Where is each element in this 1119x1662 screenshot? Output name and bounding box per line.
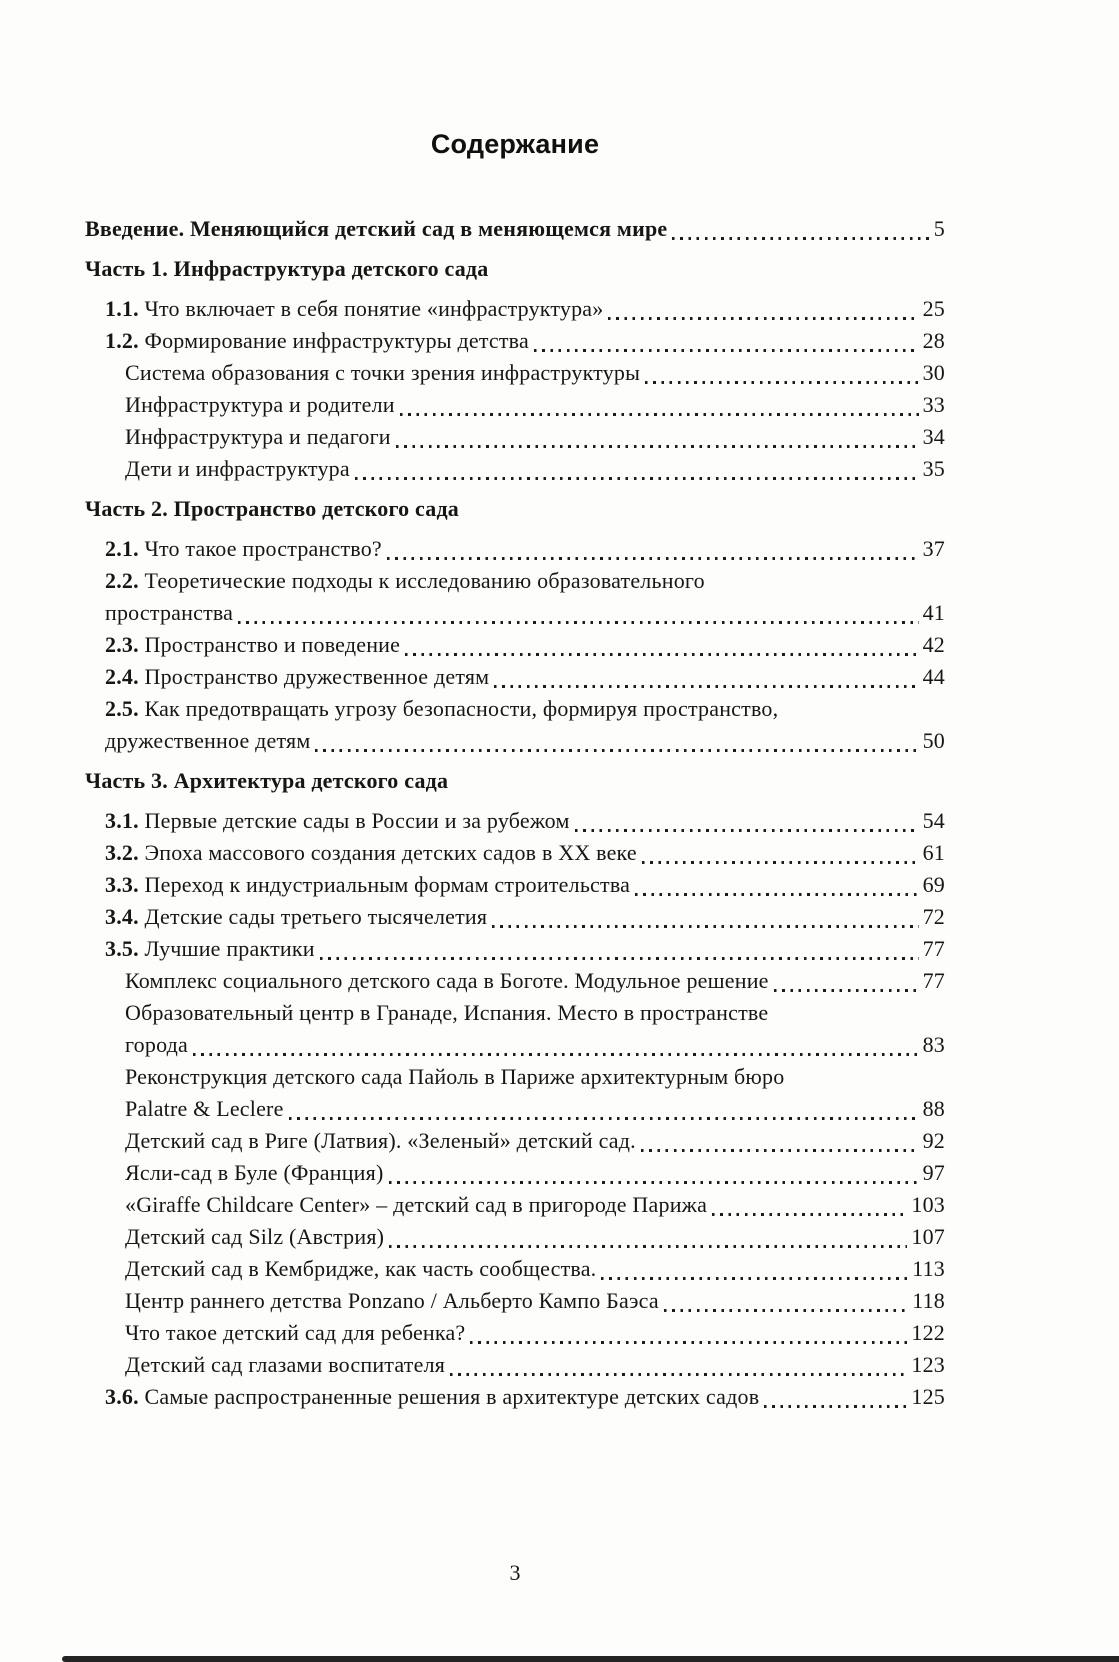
dot-leader — [642, 837, 919, 869]
toc-entry — [85, 661, 945, 693]
toc-entry — [85, 693, 945, 757]
toc-entry-text: 2.5. Как предотвращать угрозу безопасности, формируя пространство, — [105, 696, 779, 721]
toc-entry-text: Часть 2. Пространство детского сада — [85, 496, 459, 521]
toc-line — [105, 1381, 945, 1413]
toc-entry-text: Введение. Меняющийся детский сад в меняющемся мире — [85, 216, 668, 241]
toc-line — [125, 357, 945, 389]
dot-leader — [575, 805, 919, 837]
toc-entry-text: Детский сад Silz (Австрия) — [125, 1224, 385, 1249]
dot-leader — [193, 1029, 919, 1061]
toc-entry-page: 5 — [933, 216, 945, 241]
dot-leader — [774, 965, 919, 997]
toc-line — [125, 1061, 945, 1093]
toc-line — [125, 965, 945, 997]
toc-entry-number: 2.3. — [105, 632, 139, 657]
toc-entry — [85, 357, 945, 389]
page-content — [85, 0, 945, 1662]
toc-line — [85, 253, 945, 285]
toc-entry — [85, 1285, 945, 1317]
dot-leader — [355, 453, 919, 485]
toc-line — [105, 805, 945, 837]
toc-entry-number: 1.2. — [105, 328, 139, 353]
toc-entry-text: 3.2. Эпоха массового создания детских садов в XX веке — [105, 840, 637, 865]
toc-line — [105, 629, 945, 661]
toc-entry-page: 41 — [922, 600, 945, 625]
toc-entry-text: Детский сад в Кембридже, как часть сообщества. — [125, 1256, 597, 1281]
dot-leader — [608, 293, 918, 325]
toc-entry — [85, 1157, 945, 1189]
toc-entry-text: Дети и инфраструктура — [125, 456, 350, 481]
dot-leader — [389, 1221, 907, 1253]
dot-leader — [400, 389, 919, 421]
dot-leader — [405, 629, 918, 661]
toc-entry — [85, 421, 945, 453]
toc-entry — [85, 493, 945, 525]
toc-entry — [85, 325, 945, 357]
dot-leader — [450, 1349, 907, 1381]
toc-entry-page: 125 — [911, 1384, 945, 1409]
dot-leader — [641, 1125, 919, 1157]
toc-entry-page: 25 — [922, 296, 945, 321]
toc-line — [125, 1317, 945, 1349]
toc-entry-text: Система образования с точки зрения инфраструктуры — [125, 360, 641, 385]
dot-leader — [492, 901, 918, 933]
toc-entry-text: дружественное детям — [105, 728, 311, 753]
toc-entry — [85, 213, 945, 245]
toc-entry — [85, 1349, 945, 1381]
toc-entry — [85, 565, 945, 629]
toc-entry — [85, 933, 945, 965]
toc-line — [105, 901, 945, 933]
toc-entry-text: Комплекс социального детского сада в Боготе. Модульное решение — [125, 968, 769, 993]
toc-entry-text: города — [125, 1032, 188, 1057]
toc-entry-number: 3.4. — [105, 904, 139, 929]
toc-entry — [85, 1221, 945, 1253]
toc-line — [105, 597, 945, 629]
toc-entry — [85, 1317, 945, 1349]
toc-entry-text: 3.1. Первые детские сады в России и за рубежом — [105, 808, 570, 833]
toc-entry-text: пространства — [105, 600, 234, 625]
toc-entry — [85, 253, 945, 285]
toc-line — [125, 1349, 945, 1381]
toc-line — [105, 725, 945, 757]
toc-entry-text: Ясли-сад в Буле (Франция) — [125, 1160, 384, 1185]
toc-entry — [85, 293, 945, 325]
dot-leader — [645, 357, 919, 389]
toc-line — [105, 661, 945, 693]
toc-entry-page: 28 — [922, 328, 945, 353]
toc-entry-text: «Giraffe Childcare Center» – детский сад в пригороде Парижа — [125, 1192, 708, 1217]
toc-entry-text: 3.5. Лучшие практики — [105, 936, 315, 961]
toc-entry-text: 2.1. Что такое пространство? — [105, 536, 382, 561]
toc-entry — [85, 901, 945, 933]
toc-entry-text: Центр раннего детства Ponzano / Альберто Кампо Баэса — [125, 1288, 659, 1313]
toc-entry-page: 42 — [922, 632, 945, 657]
toc-line — [125, 453, 945, 485]
toc-entry-number: 2.2. — [105, 568, 139, 593]
toc-entry-text: Инфраструктура и родители — [125, 392, 395, 417]
toc-entry-text: 3.3. Переход к индустриальным формам строительства — [105, 872, 631, 897]
dot-leader — [672, 213, 929, 245]
toc-line — [125, 1189, 945, 1221]
toc-line — [85, 765, 945, 797]
toc-line — [85, 493, 945, 525]
toc-entry — [85, 1061, 945, 1125]
toc-entry-page: 34 — [922, 424, 945, 449]
toc-entry-number: 3.2. — [105, 840, 139, 865]
toc-entry-page: 37 — [922, 536, 945, 561]
toc-entry-text: Инфраструктура и педагоги — [125, 424, 391, 449]
toc-entry-text: Реконструкция детского сада Пайоль в Париже архитектурным бюро — [125, 1064, 785, 1089]
toc-entry-page: 97 — [922, 1160, 945, 1185]
toc-line — [105, 293, 945, 325]
toc-entry-page: 77 — [922, 936, 945, 961]
toc-entry-text: Детский сад глазами воспитателя — [125, 1352, 446, 1377]
toc-entry-text: 1.2. Формирование инфраструктуры детства — [105, 328, 529, 353]
dot-leader — [664, 1285, 908, 1317]
toc-line — [125, 1253, 945, 1285]
toc-line — [125, 1221, 945, 1253]
toc-entry-page: 44 — [922, 664, 945, 689]
toc-entry-number: 2.5. — [105, 696, 139, 721]
dot-leader — [289, 1093, 919, 1125]
toc-entry-page: 61 — [922, 840, 945, 865]
dot-leader — [238, 597, 918, 629]
toc-entry-number: 3.6. — [105, 1384, 139, 1409]
toc-entry-page: 50 — [922, 728, 945, 753]
toc-entry-page: 83 — [922, 1032, 945, 1057]
toc-entry — [85, 1125, 945, 1157]
dot-leader — [315, 725, 918, 757]
toc-list — [85, 213, 945, 1413]
toc-entry-page: 35 — [922, 456, 945, 481]
scan-bottom-edge — [62, 1656, 1119, 1662]
dot-leader — [764, 1381, 907, 1413]
toc-entry-text: 3.6. Самые распространенные решения в архитектуре детских садов — [105, 1384, 760, 1409]
toc-entry-number: 3.1. — [105, 808, 139, 833]
page-title: Содержание — [430, 129, 600, 159]
toc-entry — [85, 533, 945, 565]
dot-leader — [712, 1189, 907, 1221]
dot-leader — [470, 1317, 907, 1349]
toc-entry — [85, 1381, 945, 1413]
toc-entry — [85, 1253, 945, 1285]
toc-line — [125, 389, 945, 421]
toc-line — [105, 933, 945, 965]
toc-entry-text: 2.2. Теоретические подходы к исследованию образовательного — [105, 568, 705, 593]
toc-entry-page: 72 — [922, 904, 945, 929]
toc-line — [105, 565, 945, 597]
toc-entry-page: 33 — [922, 392, 945, 417]
toc-entry-text: Часть 3. Архитектура детского сада — [85, 768, 449, 793]
toc-line — [105, 869, 945, 901]
toc-entry-number: 1.1. — [105, 296, 139, 321]
toc-entry — [85, 837, 945, 869]
dot-leader — [494, 661, 918, 693]
toc-line — [125, 997, 945, 1029]
toc-line — [105, 325, 945, 357]
toc-entry-page: 77 — [922, 968, 945, 993]
toc-entry — [85, 389, 945, 421]
toc-entry-text: 2.4. Пространство дружественное детям — [105, 664, 490, 689]
toc-entry-text: 3.4. Детские сады третьего тысячелетия — [105, 904, 488, 929]
toc-line — [125, 1029, 945, 1061]
toc-entry-page: 30 — [922, 360, 945, 385]
toc-entry-text: 1.1. Что включает в себя понятие «инфраструктура» — [105, 296, 604, 321]
toc-entry — [85, 805, 945, 837]
page-number: 3 — [509, 1560, 521, 1585]
dot-leader — [635, 869, 919, 901]
toc-entry-page: 92 — [922, 1128, 945, 1153]
toc-line — [125, 1093, 945, 1125]
toc-entry — [85, 765, 945, 797]
toc-entry-number: 3.3. — [105, 872, 139, 897]
toc-entry-number: 2.1. — [105, 536, 139, 561]
toc-entry-page: 103 — [911, 1192, 945, 1217]
toc-entry-number: 2.4. — [105, 664, 139, 689]
toc-line — [125, 1125, 945, 1157]
toc-entry-text: Образовательный центр в Гранаде, Испания. Место в пространстве — [125, 1000, 769, 1025]
toc-entry — [85, 869, 945, 901]
dot-leader — [534, 325, 919, 357]
dot-leader — [387, 533, 919, 565]
dot-leader — [320, 933, 919, 965]
toc-entry — [85, 965, 945, 997]
toc-line — [105, 693, 945, 725]
dot-leader — [601, 1253, 908, 1285]
dot-leader — [396, 421, 919, 453]
toc-line — [125, 421, 945, 453]
toc-entry-text: Palatre & Leclere — [125, 1096, 284, 1121]
toc-entry-page: 69 — [922, 872, 945, 897]
toc-entry — [85, 629, 945, 661]
toc-entry — [85, 453, 945, 485]
toc-entry-text: Часть 1. Инфраструктура детского сада — [85, 256, 489, 281]
toc-entry-page: 113 — [912, 1256, 945, 1281]
toc-line — [85, 213, 945, 245]
toc-entry-page: 88 — [922, 1096, 945, 1121]
toc-entry-number: 3.5. — [105, 936, 139, 961]
toc-entry — [85, 997, 945, 1061]
toc-line — [125, 1285, 945, 1317]
toc-entry — [85, 1189, 945, 1221]
toc-entry-page: 123 — [911, 1352, 945, 1377]
toc-entry-page: 107 — [911, 1224, 945, 1249]
toc-entry-page: 54 — [922, 808, 945, 833]
toc-entry-page: 122 — [911, 1320, 945, 1345]
toc-entry-text: 2.3. Пространство и поведение — [105, 632, 401, 657]
toc-line — [105, 837, 945, 869]
toc-entry-text: Что такое детский сад для ребенка? — [125, 1320, 466, 1345]
toc-line — [125, 1157, 945, 1189]
toc-entry-page: 118 — [912, 1288, 945, 1313]
toc-entry-text: Детский сад в Риге (Латвия). «Зеленый» детский сад. — [125, 1128, 636, 1153]
dot-leader — [389, 1157, 919, 1189]
toc-line — [105, 533, 945, 565]
